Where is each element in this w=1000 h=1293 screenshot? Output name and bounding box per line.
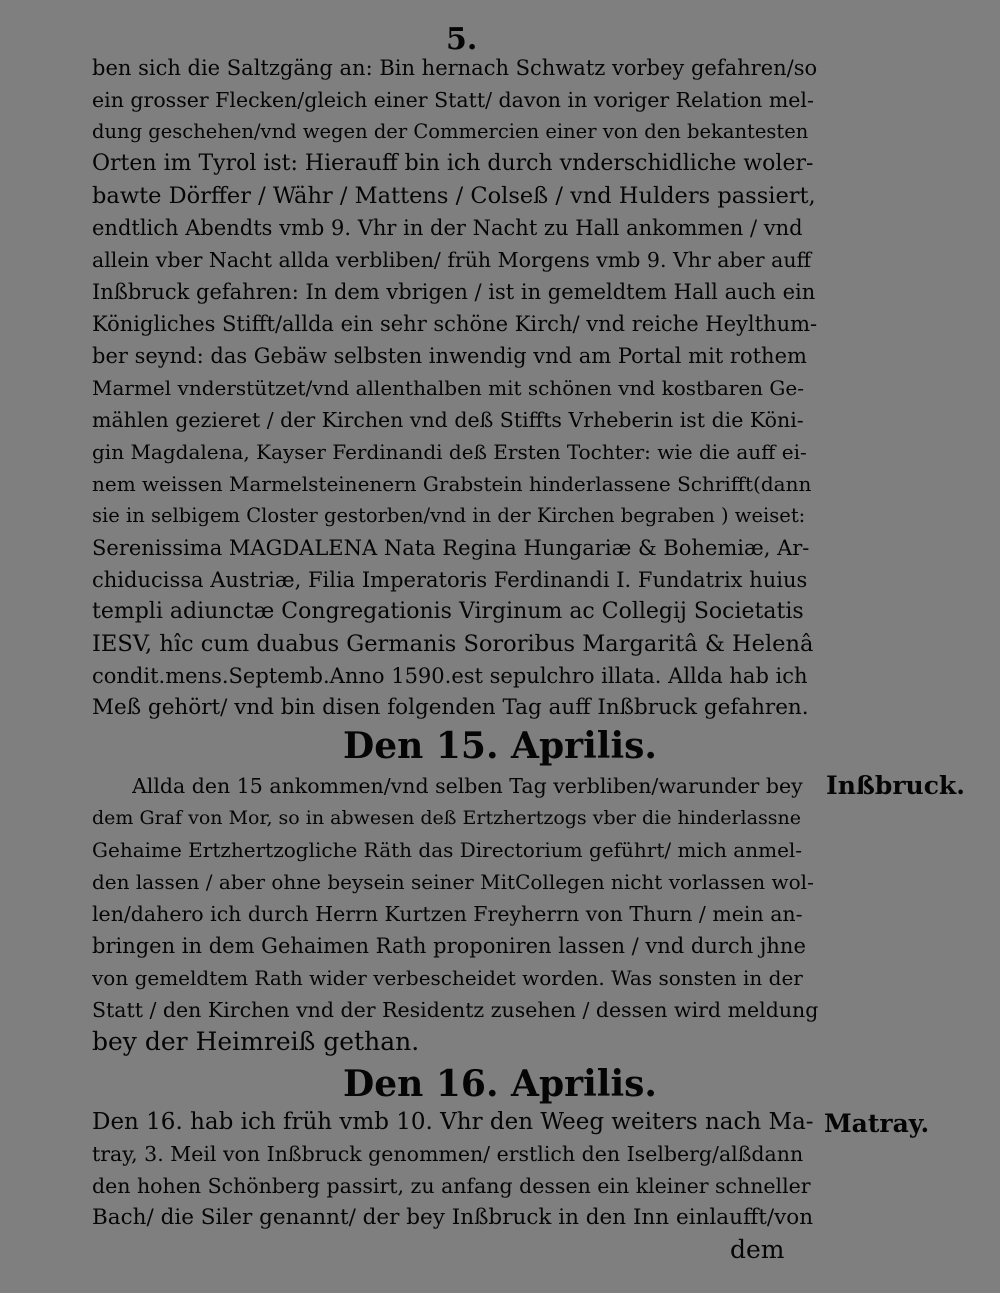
- text-line: sie in selbigem Closter gestorben/vnd in der Kirchen begraben ) weiset:: [92, 504, 806, 527]
- section-heading-16-aprilis: Den 16. Aprilis.: [343, 1063, 657, 1105]
- text-line: Den 16. hab ich früh vmb 10. Vhr den Weeg weiters nach Ma-: [92, 1109, 814, 1135]
- section-heading-15-aprilis: Den 15. Aprilis.: [343, 725, 657, 767]
- text-line: len/dahero ich durch Herrn Kurtzen Freyherrn von Thurn / mein an-: [92, 902, 803, 926]
- margin-note-innsbruck: Inßbruck.: [826, 771, 965, 800]
- page-number: 5.: [446, 22, 478, 57]
- text-line: ben sich die Saltzgäng an: Bin hernach Schwatz vorbey gefahren/so: [92, 56, 818, 80]
- text-line: bawte Dörffer / Währ / Mattens / Colseß / vnd Hulders passiert,: [92, 183, 816, 209]
- margin-note-matray: Matray.: [824, 1109, 930, 1138]
- text-line: Orten im Tyrol ist: Hierauff bin ich durch vnderschidliche woler-: [92, 151, 814, 176]
- catchword: dem: [730, 1235, 785, 1264]
- text-line: von gemeldtem Rath wider verbescheidet worden. Was sonsten in der: [92, 966, 803, 990]
- text-line: bringen in dem Gehaimen Rath proponiren lassen / vnd durch jhne: [92, 934, 806, 958]
- text-line: Statt / den Kirchen vnd der Residentz zusehen / dessen wird meldung: [92, 998, 818, 1022]
- text-line: Inßbruck gefahren: In dem vbrigen / ist in gemeldtem Hall auch ein: [92, 280, 816, 304]
- text-line: dem Graf von Mor, so in abwesen deß Ertzhertzogs vber die hinderlassne: [92, 807, 801, 829]
- text-line: den lassen / aber ohne beysein seiner MitCollegen nicht vorlassen wol-: [92, 870, 814, 894]
- text-line: tray, 3. Meil von Inßbruck genommen/ erstlich den Iselberg/alßdann: [92, 1142, 804, 1166]
- text-line: ein grosser Flecken/gleich einer Statt/ davon in voriger Relation mel-: [92, 88, 814, 112]
- text-line: nem weissen Marmelsteinenern Grabstein hinderlassene Schrifft(dann: [92, 472, 812, 496]
- text-line: bey der Heimreiß gethan.: [92, 1027, 420, 1056]
- text-line: condit.mens.Septemb.Anno 1590.est sepulchro illata. Allda hab ich: [92, 664, 808, 688]
- text-line: Meß gehört/ vnd bin disen folgenden Tag auff Inßbruck gefahren.: [92, 695, 809, 720]
- text-line: dung geschehen/vnd wegen der Commercien einer von den bekantesten: [92, 120, 809, 143]
- text-line: allein vber Nacht allda verbliben/ früh Morgens vmb 9. Vhr aber auff: [92, 248, 812, 272]
- latin-inscription-line: chiducissa Austriæ, Filia Imperatoris Ferdinandi I. Fundatrix huius: [92, 568, 808, 592]
- text-line: ber seynd: das Gebäw selbsten inwendig vnd am Portal mit rothem: [92, 344, 807, 368]
- text-line: Marmel vnderstützet/vnd allenthalben mit schönen vnd kostbaren Ge-: [92, 376, 804, 400]
- latin-inscription-line: IESV, hîc cum duabus Germanis Sororibus Margaritâ & Helenâ: [92, 631, 814, 657]
- text-line: Königliches Stifft/allda ein sehr schöne Kirch/ vnd reiche Heylthum-: [92, 312, 818, 336]
- text-line: Gehaime Ertzhertzogliche Räth das Directorium geführt/ mich anmel-: [92, 838, 803, 862]
- text-line: Allda den 15 ankommen/vnd selben Tag verbliben/warunder bey: [132, 774, 803, 798]
- text-line: endtlich Abendts vmb 9. Vhr in der Nacht zu Hall ankommen / vnd: [92, 216, 803, 240]
- text-line: Bach/ die Siler genannt/ der bey Inßbruck in den Inn einlaufft/von: [92, 1205, 814, 1230]
- text-line: mählen gezieret / der Kirchen vnd deß Stiffts Vrheberin ist die Köni-: [92, 408, 804, 432]
- latin-inscription-line: templi adiunctæ Congregationis Virginum ac Collegij Societatis: [92, 599, 804, 624]
- text-line: gin Magdalena, Kayser Ferdinandi deß Ersten Tochter: wie die auff ei-: [92, 440, 807, 464]
- latin-inscription-line: Serenissima MAGDALENA Nata Regina Hungariæ & Bohemiæ, Ar-: [92, 536, 810, 560]
- text-line: den hohen Schönberg passirt, zu anfang dessen ein kleiner schneller: [92, 1174, 811, 1198]
